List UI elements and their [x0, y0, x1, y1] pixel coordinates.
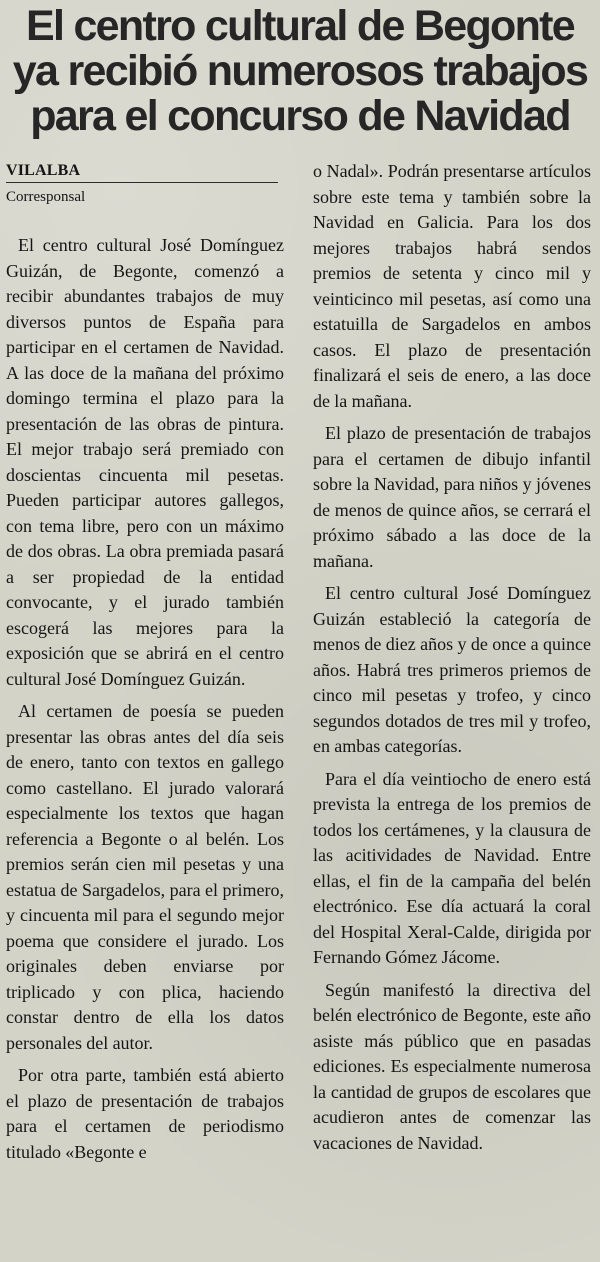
article-paragraph: Según manifestó la directiva del belén electrónico de Begonte, este año asiste más público que en pasadas ediciones. Es especialmente numerosa la cantidad de grupos de escolares que acudieron antes de comenzar las vacaciones de Navidad. [313, 979, 591, 1153]
article-paragraph: Al certamen de poesía se pueden presentar las obras antes del día seis de enero, tanto con textos en gallego como castellano. El jurado valorará especialmente los textos que hagan referencia a Begonte o al belén. Los premios serán cien mil pesetas y una estatua de Sargadelos, para el primero, y cincuenta mil para el segundo mejor poema que considere el jurado. Los originales deben enviarse por triplicado y con plica, haciendo constar dentro de ella los datos personales del autor. [6, 701, 284, 1053]
byline [6, 161, 278, 207]
article-column-left [6, 233, 284, 1165]
article-paragraph: Para el día veintiocho de enero está prevista la entrega de los premios de todos los certámenes, y la clausura de las acitividades de Navidad. Entre ellas, el fin de la campaña del belén electrónico. Ese día actuará la coral del Hospital Xeral-Calde, dirigida por Fernando Gómez Jácome. [313, 768, 591, 967]
article-paragraph: El centro cultural José Domínguez Guizán, de Begonte, comenzó a recibir abundantes trabajos de muy diversos puntos de España para participar en el certamen de Navidad. A las doce de la mañana del próximo domingo termina el plazo para la presentación de las obras de pintura. El mejor trabajo será premiado con doscientas cincuenta mil pesetas. Pueden participar autores gallegos, con tema libre, pero con un máximo de dos obras. La obra premiada pasará a ser propiedad de la entidad convocante, y el jurado también escogerá las mejores para la exposición que se abrirá en el centro cultural José Domínguez Guizán. [6, 235, 284, 689]
headline [6, 4, 594, 139]
article-paragraph: El plazo de presentación de trabajos para el certamen de dibujo infantil sobre la Navidad, para niños y jóvenes de menos de quince años, se cerrará el próximo sábado a las doce de la mañana. [313, 423, 591, 571]
headline-line-1: El centro cultural de Begonte [25, 2, 575, 50]
headline-line-2: ya recibió numerosos trabajos [12, 47, 588, 95]
article-paragraph: Por otra parte, también está abierto el plazo de presentación de trabajos para el certamen de periodismo titulado «Begonte e [6, 1065, 284, 1162]
article-paragraph-continued: o Nadal». Podrán presentarse artículos sobre este tema y también sobre la Navidad en Galicia. Para los dos mejores trabajos habrá sendos premios de setenta y cinco mil y veinticinco mil pesetas, así como una estatuilla de Sargadelos en ambos casos. El plazo de presentación finalizará el seis de enero, a las doce de la mañana. [313, 161, 591, 411]
byline-role: Corresponsal [6, 189, 86, 205]
headline-line-3: para el concurso de Navidad [30, 92, 570, 140]
article-column-right [313, 159, 591, 1156]
byline-location: VILALBA [6, 162, 81, 179]
byline-divider [6, 182, 278, 183]
article-paragraph: El centro cultural José Domínguez Guizán estableció la categoría de menos de diez años y de once a quince años. Habrá tres primeros priemos de cinco mil pesetas y trofeo, y cinco segundos dotados de tres mil y trofeo, en ambas categorías. [313, 583, 591, 756]
